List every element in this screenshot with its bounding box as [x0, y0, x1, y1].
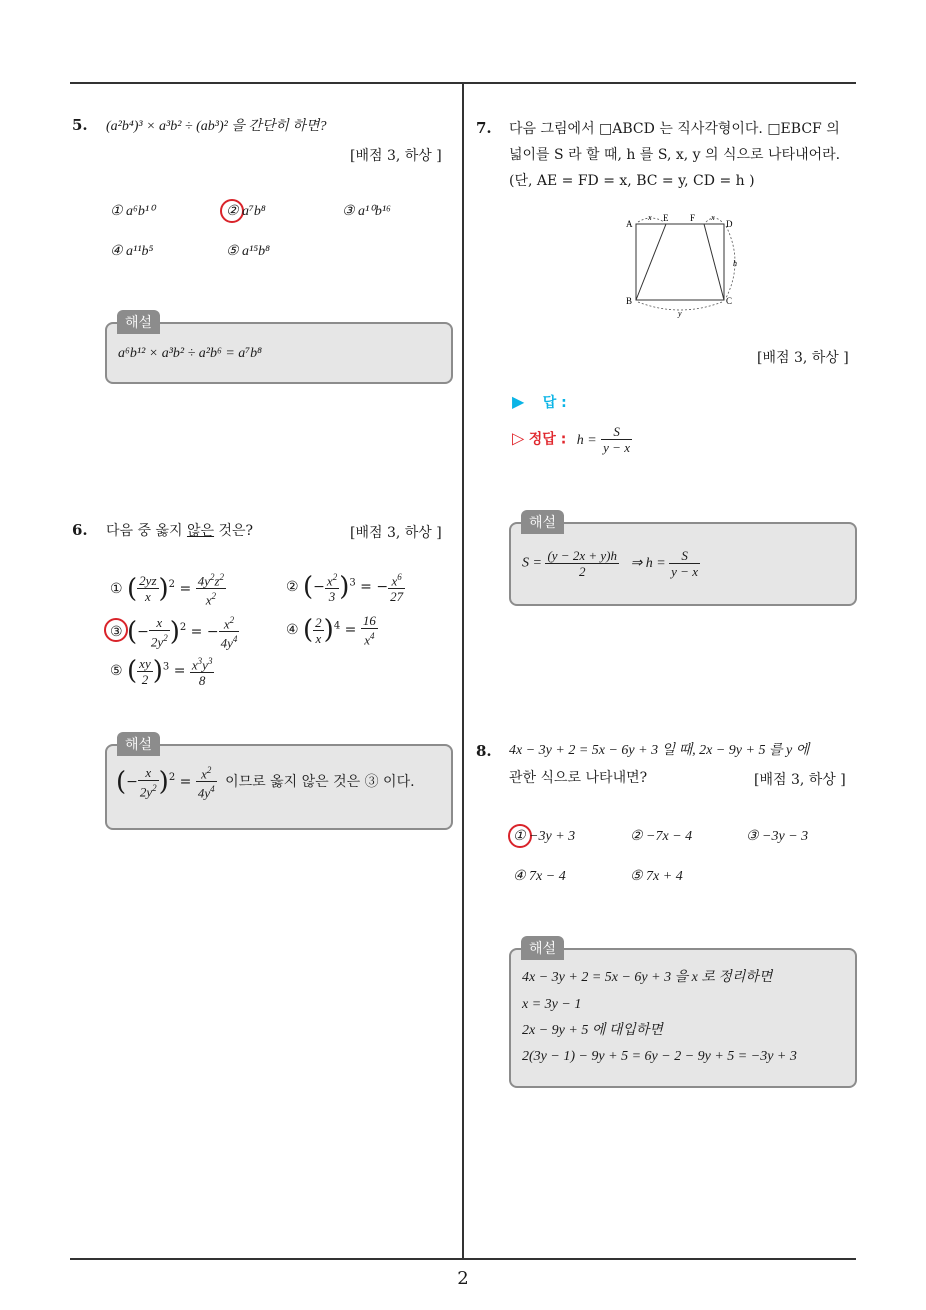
q6-number: 6. [72, 521, 88, 539]
label-e: E [663, 213, 669, 223]
q6-solution: (− $\frac{x}{2y^2}$ )$^2$ = $\frac{x^2}{4y^4}$ 이므로 옳지 않은 것은 ③ 이다. [116, 764, 415, 801]
q7-sol-arrow: ⇒ h = [630, 555, 666, 571]
q8-solution-line-3: 2x − 9y + 5 에 대입하면 [522, 1023, 663, 1038]
q6-choice-3-mark: ③ [110, 623, 123, 640]
q8-choice-1[interactable]: ① −3y + 3 [513, 829, 576, 844]
label-f: F [690, 213, 696, 223]
column-divider [462, 82, 464, 1260]
rectangle-abcd [636, 224, 724, 300]
bottom-rule [70, 1258, 856, 1260]
label-y: y [678, 309, 682, 318]
q7-correct-label: 정답 : [528, 431, 567, 448]
label-x-ae: x [648, 213, 652, 222]
label-a: A [626, 219, 633, 229]
q6-choice-1-mark: ① [110, 580, 123, 597]
q7-correct-lhs: h = [576, 432, 597, 448]
q7-sol-num2: S [681, 548, 688, 563]
q6-choice-4[interactable]: ④ ( $\frac{2}{x}$ )$^4$ = $\frac{16}{x^4}$ [286, 613, 376, 648]
q6-choice-5[interactable]: ⑤ ( $\frac{xy}{2}$ )$^3$ = $\frac{x^3y^3}{8}$ [110, 655, 213, 689]
q5-choice-2[interactable]: ② a⁷b⁸ [226, 204, 266, 219]
label-b: B [626, 296, 633, 306]
q7-answer-row [512, 392, 567, 412]
page-number: 2 [457, 1268, 469, 1289]
q6-choice-2[interactable]: ② (− $\frac{x^2}{3}$ )$^3$ = − $\frac{x^6}{27}$ [286, 572, 404, 605]
q7-sol-den: 2 [545, 563, 619, 579]
q6-question-post: 것은? [214, 523, 254, 539]
q8-choice-5[interactable]: ⑤ 7x + 4 [630, 869, 683, 884]
segment-eb [636, 224, 666, 300]
label-c: C [726, 296, 733, 306]
q8-line2: 관한 식으로 나타내면? [509, 770, 648, 786]
q7-figure [622, 208, 748, 320]
q6-question-underlined: 않은 [186, 523, 215, 539]
q7-correct-num: S [613, 424, 620, 439]
segment-fc [704, 224, 724, 300]
q7-answer-label: 답 : [542, 395, 567, 411]
q6-choice-2-mark: ② [286, 579, 299, 596]
q6-choice-3[interactable]: ③ (− $\frac{x}{2y^2}$ )$^2$ = − $\frac{x^2}{4y^4}$ [110, 614, 238, 651]
q6-grade: [배점 3, 하상 ] [350, 525, 442, 541]
q5-solution: a⁶b¹² × a³b² ÷ a²b⁶ = a⁷b⁸ [118, 346, 263, 361]
q8-solution-line-4: 2(3y − 1) − 9y + 5 = 6y − 2 − 9y + 5 = −3y + 3 [522, 1049, 797, 1064]
q7-line2: 넓이를 S 라 할 때, h 를 S, x, y 의 식으로 나타내어라. [509, 147, 841, 163]
q8-grade: [배점 3, 하상 ] [754, 772, 846, 788]
q6-question-pre: 다음 중 옳지 [106, 523, 187, 539]
q8-solution-line-2: x = 3y − 1 [522, 997, 582, 1012]
q7-grade: [배점 3, 하상 ] [757, 350, 849, 366]
q7-solution [522, 548, 700, 579]
q7-correct-den: y − x [603, 440, 630, 455]
outline-play-icon: ▷ [512, 428, 525, 448]
q7-sol-lhs: S = [522, 555, 542, 571]
label-x-fd: x [711, 213, 715, 222]
q6-solution-text: 이므로 옳지 않은 것은 ③ 이다. [225, 773, 415, 790]
q6-choice-5-mark: ⑤ [110, 663, 123, 680]
q8-line1: 4x − 3y + 2 = 5x − 6y + 3 일 때, 2x − 9y + 5 를 y 에 [509, 743, 810, 758]
q5-question: (a²b⁴)³ × a³b² ÷ (ab³)² 을 간단히 하면? [106, 119, 327, 134]
q7-line1: 다음 그림에서 □ABCD 는 직사각형이다. □EBCF 의 [509, 121, 840, 137]
q5-choice-4[interactable]: ④ a¹¹b⁵ [110, 244, 154, 259]
q8-solution-tab: 해설 [521, 936, 564, 960]
q6-choice-1[interactable]: ① ( $\frac{2yz}{x}$ )$^2$ = $\frac{4y^2z^2}{x^2}$ [110, 572, 225, 608]
q5-choice-5[interactable]: ⑤ a¹⁵b⁸ [226, 244, 270, 259]
q8-choice-4[interactable]: ④ 7x − 4 [513, 869, 566, 884]
label-d: D [726, 219, 733, 229]
q5-grade: [배점 3, 하상 ] [350, 148, 442, 164]
q8-choice-2[interactable]: ② −7x − 4 [630, 829, 693, 844]
q6-solution-tab: 해설 [117, 732, 160, 756]
q7-sol-den2: y − x [671, 564, 698, 579]
q5-choice-3[interactable]: ③ a¹⁰b¹⁶ [342, 204, 391, 219]
q6-choice-4-mark: ④ [286, 622, 299, 639]
q7-number: 7. [476, 119, 492, 137]
q7-line3: (단, AE = FD = x, BC = y, CD = h ) [509, 173, 755, 189]
q8-solution-line-1: 4x − 3y + 2 = 5x − 6y + 3 을 x 로 정리하면 [522, 970, 773, 985]
q5-number: 5. [72, 116, 88, 134]
q6-question [106, 518, 253, 544]
label-h: h [733, 259, 737, 268]
q5-choice-1[interactable]: ① a⁶b¹⁰ [110, 204, 155, 219]
q7-solution-tab: 해설 [521, 510, 564, 534]
q7-correct-row [512, 424, 632, 455]
q8-number: 8. [476, 742, 492, 760]
play-icon: ▶ [512, 392, 525, 411]
q8-choice-3[interactable]: ③ −3y − 3 [746, 829, 809, 844]
q5-solution-tab: 해설 [117, 310, 160, 334]
q7-sol-num: (y − 2x + y)h [547, 548, 617, 563]
